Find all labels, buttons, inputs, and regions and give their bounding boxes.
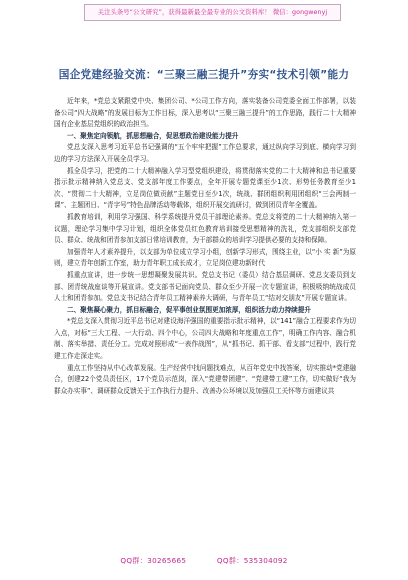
paragraph: 抓全员学习，把党的二十大精神融入学习型党组织建设，将贯彻落实党的二十大精神和总书记重要指示批示精神纳入党总支、党支部年度工作要点，全年开展专题党课至少1次、形势任务教育至少1次、“贯彻二十大精神，立足岗位做贡献”主题党日至少1次，统战、群团组织利用团组织“三会两制一课”、主题团日、“青字号”特色品牌活动等载体，组织开展交流研讨，做到团员青年全覆盖。 [54,166,356,210]
article-title: 国企党建经验交流：“三聚三融三提升”夯实“技术引领”能力 [58,69,350,81]
footer-qq-group-2: QQ群：535304092 [216,556,288,565]
paragraph: 党总支深入思考习近平总书记强调的“五个牢牢把握”工作总要求，通过纵向学习到底、横向学习到边的学习方法深入开展全员学习。 [54,143,356,163]
paragraph: 抓教育培训，利用学习强国、科学系统提升党员干部理论素养。党总支将党的二十大精神纳入第一议题，理论学习集中学习计划，组织全体党员红色教育培训接受思想精神的洗礼，党支部组织支部党员、群众、统战和团青参加支部日常培训教育，为干部群众的培训学习提供必要的支持和保障。 [54,212,356,245]
paragraph: *党总支深入贯彻习近平总书记对建设海洋强国的重要指示批示精神，以“141”融合工程要求作为切入点，对标“三大工程、一大行动、四个中心，公司四大战略和年度重点工作”，明确工作内容、融合机制、落实举措、责任分工。完成对照形成“一表作战图”，从“抓书记、抓干部、看支部”过程中，践行党建工作走深走实。 [54,317,356,361]
section-heading: 二、聚焦凝心聚力，抓目标融合，促平事创业氛围更加浓厚，组织活力动力持续提升 [67,305,311,314]
promo-banner: 关注头条号“公文研究”，获得最新最全最专业的公文资料库！ 微信：gongwenyj [84,4,341,21]
paragraph: 抓重点宣讲，进一步统一思想凝聚发展共识。党总支书记（委员）结合基层调研、党总支委员到支部、团青统战座谈等开展宣讲。党支部书记面向党员、群众至少开展一次专题宣讲，积极吸纳统战成员人士和团青参加。党总支书记结合青年员工精神素养大调研，与青年员工“结对交朋友”开展专题宣讲。 [54,270,356,303]
page-footer [0,556,408,566]
article-body [54,96,356,397]
paragraph: 近年来，*党总支紧跟党中央、集团公司、*公司工作方向，落实装备公司党委全面工作部署，以装备公司“四大战略”的发展目标为工作目标，深入思考以“三聚三融三提升”的工作思路，践行二十大精神国有企业基层党组织的政治担当。 [54,97,356,129]
footer-qq-group-1: QQ群：30265665 [120,556,187,565]
section-heading: 一、聚焦定向领航，抓思想融合，促思想政治建设能力提升 [67,131,239,140]
paragraph: 加强青年人才素养提升，以支部为单位成立学习小组，创新学习形式，围绕主业，以“小 实 新”为原则，建立青年创新工作室，助力青年职工成长成才，立足岗位建功新时代 [54,247,356,268]
paragraph: 重点工作坚持从中心改革发展。生产经营中找问题找难点，从百年党史中找答案，切实推动*党建融合，创建22个党员责任区，17个党员示范岗，深入“党建带团建”、“党建带工建”工作，切实做好“我为群众办实事”、调研群众反馈关于工作执行力提升、改善办公环境以及加强员工关怀等方面建议共 [54,363,356,395]
